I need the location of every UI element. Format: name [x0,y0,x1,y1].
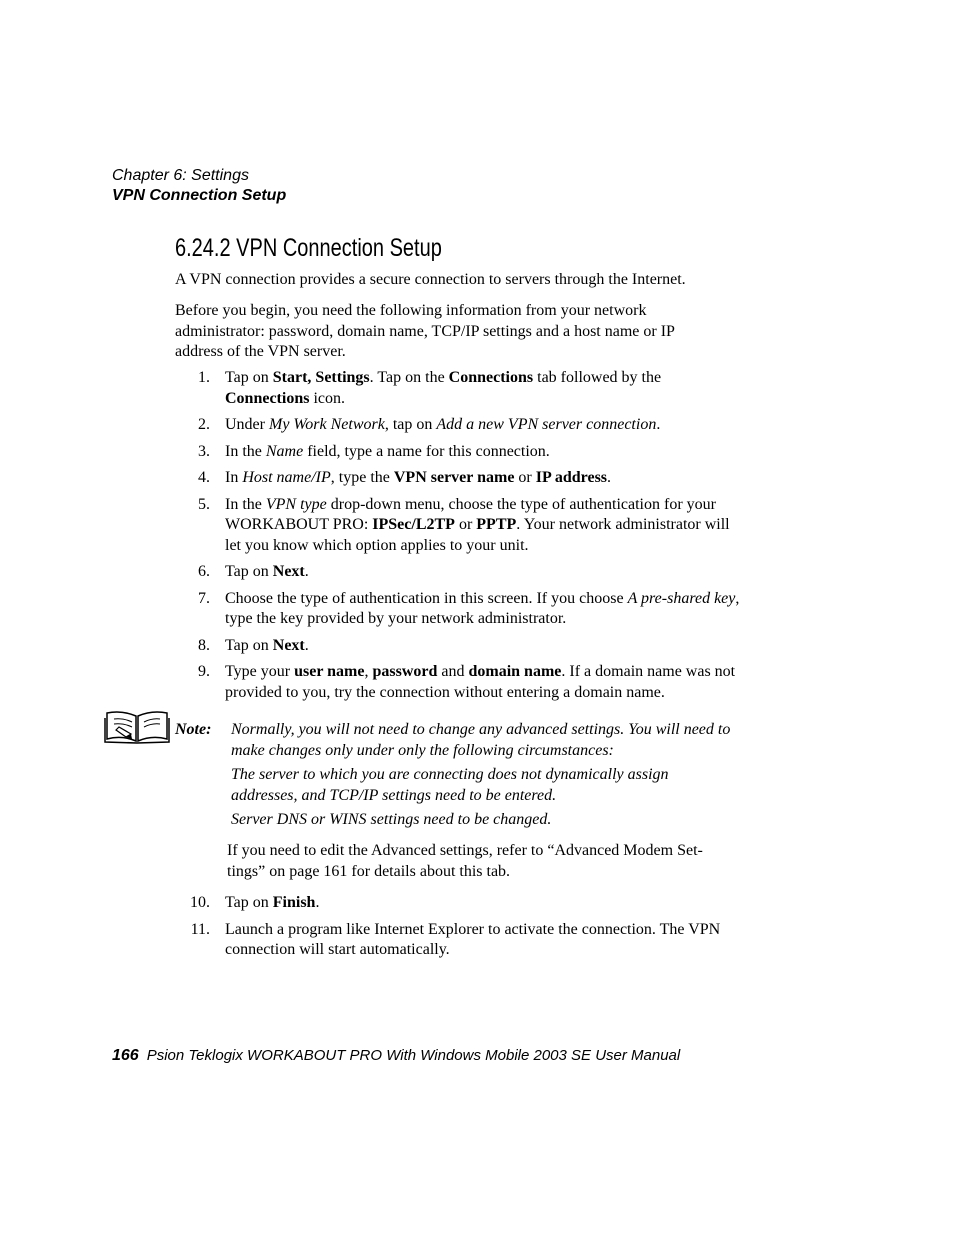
step-text: Next [272,563,305,580]
step-text: Next [272,636,305,654]
step-text: , type the key provided by your network administrator. [225,589,740,627]
step-text: A pre-shared key [627,589,736,607]
step-number: 2. [198,416,210,433]
prerequisites-paragraph: Before you begin, you need the following information from your network administrator: password, domain name, TCP/IP settings and a host name or IP address of the VPN server. [175,302,675,360]
step-text: , type the [330,469,394,486]
steps-list-continued [175,893,745,961]
step-item [175,495,745,557]
step-number: 1. [198,369,210,386]
step-item [175,662,745,703]
note-line: Normally, you will not need to change any advanced settings. You will need to make changes only under only the following circumstances: [231,721,731,759]
step-text: . [656,416,661,433]
step-text: Connections [225,389,310,407]
step-text: , [364,663,373,680]
step-text: . [315,894,320,911]
step-number: 4. [198,469,210,486]
step-text: user name [294,663,365,680]
step-item [175,589,745,630]
step-text: IP address [535,469,608,486]
step-text: In the [225,442,266,460]
step-text: Connections [448,369,534,386]
note-label: Note: [175,721,212,738]
step-number: 11. [190,920,210,938]
step-text: Under [225,416,269,433]
step-number: 6. [198,563,210,580]
step-number: 3. [198,442,210,460]
step-item [175,893,745,914]
step-item [175,920,745,961]
step-item [175,562,745,583]
step-text: and [437,663,469,680]
open-book-icon [104,710,170,744]
running-header-chapter: Chapter 6: Settings [112,167,249,184]
page-footer [112,1046,680,1066]
step-text: My Work Network [268,416,385,433]
step-item [175,442,745,463]
step-text: In the [225,495,266,513]
step-text: Tap on [225,636,273,654]
note-line: The server to which you are connecting does not dynamically assign addresses, and TCP/IP settings need to be entered. [231,766,669,804]
step-text: . [607,469,612,486]
step-text: Launch a program like Internet Explorer to activate the connection. The VPN connection will start automatically. [225,920,721,958]
intro-paragraph: A VPN connection provides a secure connection to servers through the Internet. [175,271,686,288]
step-number: 9. [198,663,210,680]
note-line: Server DNS or WINS settings need to be changed. [231,811,552,828]
step-text: Add a new VPN server connection [436,416,657,433]
step-text: icon. [309,389,345,407]
step-text: Tap on [225,894,273,911]
step-text: . [304,563,309,580]
page-number: 166 [112,1047,139,1064]
step-text: Name [265,442,304,460]
step-item [175,368,745,409]
step-text: or [454,516,477,533]
step-text: . Tap on the [369,369,449,386]
step-item [175,415,745,436]
step-text: . If a domain name was not provided to you, try the connection without entering a domain name. [225,663,736,701]
step-text: password [372,663,438,680]
step-text: or [514,469,536,486]
step-item [175,468,745,489]
note-body [231,720,731,831]
steps-list [175,368,745,703]
step-text: In [225,469,243,486]
step-text: Type your [225,663,295,680]
step-text: IPSec/L2TP [372,516,455,533]
step-text: . [304,636,309,654]
step-number: 5. [198,495,210,513]
step-item [175,636,745,657]
step-text: VPN server name [393,469,515,486]
step-text: Tap on [225,563,273,580]
running-header-section: VPN Connection Setup [112,187,287,204]
step-text: PPTP [476,516,517,533]
manual-title: Psion Teklogix WORKABOUT PRO With Windows Mobile 2003 SE User Manual [146,1047,681,1064]
step-text: Finish [272,894,316,911]
step-text: Tap on [225,369,273,386]
step-text: Host name/IP [242,469,331,486]
step-text: tab followed by the [533,369,662,386]
step-text: drop-down menu, choose the type of authentication for your WORKABOUT PRO: [225,495,716,533]
step-text: , tap on [384,416,437,433]
step-text: Start, Settings [272,369,370,386]
step-text: field, type a name for this connection. [303,442,550,460]
step-number: 8. [198,636,210,654]
step-number: 7. [198,589,210,607]
step-text: VPN type [265,495,327,513]
step-text: . Your network administrator will let you know which option applies to your unit. [225,516,730,554]
advanced-settings-paragraph: If you need to edit the Advanced settings, refer to “Advanced Modem Set-tings” on page 161 for details about this tab. [227,842,703,880]
step-number: 10. [190,894,210,911]
section-title: 6.24.2 VPN Connection Setup [175,234,442,262]
step-text: domain name [468,663,562,680]
step-text: Choose the type of authentication in this screen. If you choose [225,589,628,607]
